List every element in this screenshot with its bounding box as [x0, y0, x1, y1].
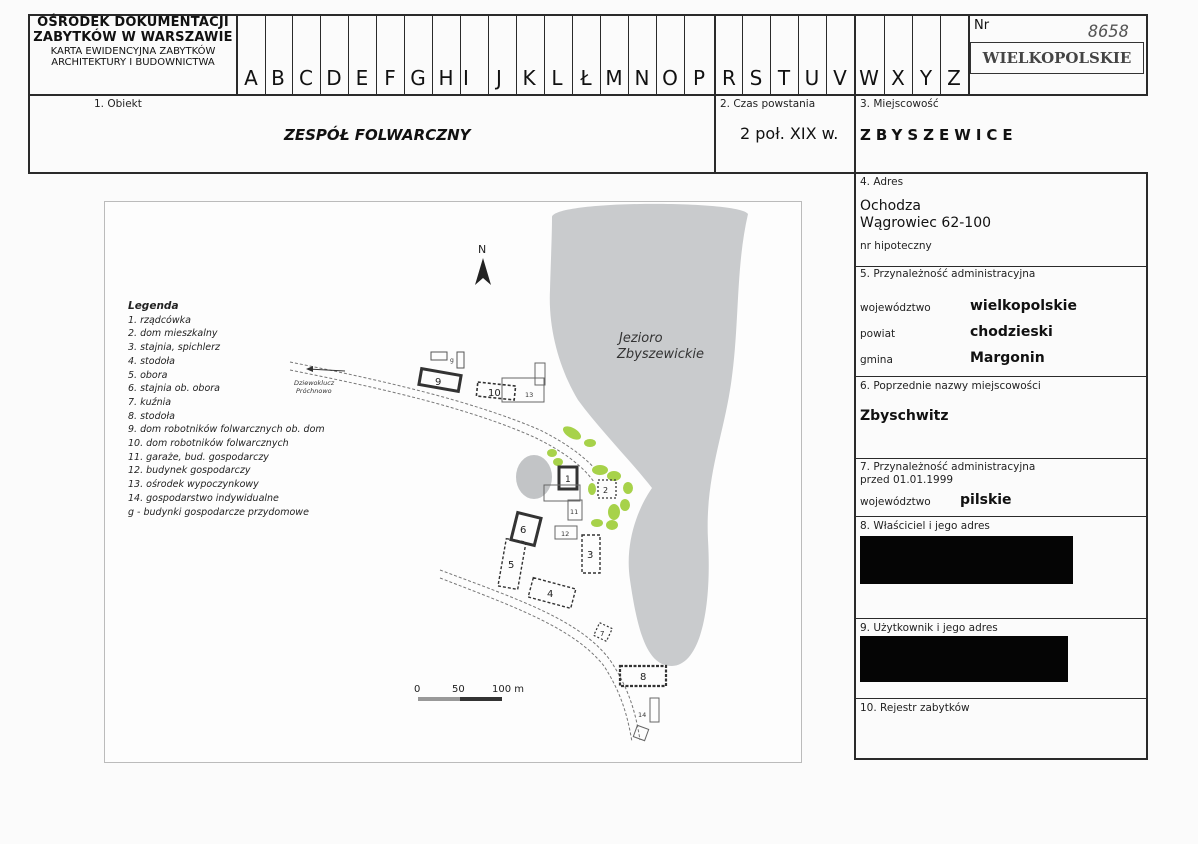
building-g-label: g [450, 357, 454, 364]
letter-k: K [522, 66, 536, 90]
voivodeship-label: województwo [860, 302, 931, 314]
letter-n: N [634, 66, 650, 90]
card-type-1: KARTA EWIDENCYJNA ZABYTKÓW [50, 45, 216, 57]
letter-y: Y [919, 66, 933, 90]
scale-label-0: 0 [414, 684, 421, 695]
grid-line [770, 14, 771, 95]
legend-item: 7. kuźnia [128, 396, 172, 408]
grid-line [516, 14, 517, 95]
date-value: 2 poł. XIX w. [740, 124, 839, 143]
legend-item: g - budynki gospodarcze przydomowe [128, 506, 309, 518]
legend-item: 6. stajnia ob. obora [128, 383, 220, 395]
address-label: 4. Adres [860, 176, 904, 188]
grid-line [684, 14, 685, 95]
building-10-label: 10 [488, 388, 501, 399]
building-11-label: 11 [570, 508, 579, 516]
sidebar-divider [854, 14, 856, 760]
building-13-label: 13 [525, 391, 534, 399]
commune-value: Margonin [970, 350, 1045, 366]
admin-label: 5. Przynależność administracyjna [860, 268, 1036, 280]
building-12-label: 12 [561, 530, 570, 538]
grid-line [628, 14, 629, 95]
place-label: 3. Miejscowość [860, 98, 939, 110]
institution-name-2: ZABYTKÓW W WARSZAWIE [33, 29, 233, 45]
commune-label: gmina [860, 354, 893, 366]
building-13-a [502, 378, 544, 402]
legend-item: 9. dom robotników folwarcznych ob. dom [128, 424, 325, 436]
scale-bar-dark [460, 697, 502, 701]
letter-g: G [410, 66, 426, 90]
letter-v: V [833, 66, 847, 90]
road-upper [290, 362, 600, 475]
legend-item: 3. stajnia, spichlerz [128, 342, 220, 354]
sep-after-admin1999 [854, 516, 1148, 517]
letter-b: B [271, 66, 285, 90]
card-type-2: ARCHITEKTURY I BUDOWNICTWA [51, 57, 215, 69]
header-bottom [28, 94, 1148, 96]
grid-line [826, 14, 827, 95]
address-line2: Wągrowiec 62-100 [860, 215, 992, 231]
grid-line [544, 14, 545, 95]
letter-l: L [551, 66, 563, 90]
building-4-label: 4 [547, 589, 554, 600]
user-label: 9. Użytkownik i jego adres [860, 622, 998, 634]
letter-j: J [496, 66, 502, 90]
letter-e: E [355, 66, 369, 90]
letter-r: R [722, 66, 736, 90]
letter-c: C [299, 66, 313, 90]
north-label: N [478, 243, 487, 256]
grid-line [940, 14, 941, 95]
map-legend [128, 300, 325, 519]
legend-item: 13. ośrodek wypoczynkowy [128, 479, 259, 491]
legend-item: 11. garaże, bud. gospodarczy [128, 451, 269, 463]
lake-label-1: Jezioro [619, 331, 663, 346]
grid-line [376, 14, 377, 95]
building-9-label: 9 [435, 377, 442, 388]
building-5-label: 5 [508, 560, 515, 571]
letter-l-stroke: Ł [580, 66, 592, 90]
scale-label-50: 50 [452, 684, 465, 695]
letter-s: S [749, 66, 763, 90]
building-14-a [650, 698, 659, 722]
grid-line [600, 14, 601, 95]
scale-bar-light [418, 697, 460, 701]
region-name: WIELKOPOLSKIE [982, 49, 1132, 67]
grid-line [348, 14, 349, 95]
letter-z: Z [947, 66, 961, 90]
letter-f: F [384, 66, 396, 90]
legend-item: 8. stodoła [128, 410, 175, 422]
sep-after-address [854, 266, 1148, 267]
lake-label-2: Zbyszewickie [617, 347, 704, 362]
object-value: ZESPÓŁ FOLWARCZNY [284, 126, 471, 144]
letter-x: X [891, 66, 905, 90]
owner-redaction [860, 536, 1073, 584]
building-8-label: 8 [640, 672, 647, 683]
road-label-1: Dziewoklucz [294, 379, 335, 387]
user-redaction [860, 636, 1068, 682]
legend-title: Legenda [128, 300, 179, 312]
grid-line [432, 14, 433, 95]
building-7-label: 7 [600, 630, 605, 638]
legend-item: 14. gospodarstwo indywidualne [128, 492, 279, 504]
building-6-label: 6 [520, 525, 527, 536]
legend-item: 2. dom mieszkalny [128, 328, 218, 340]
grid-line [884, 14, 885, 95]
grid-line [265, 14, 266, 95]
pond-shape [516, 455, 552, 499]
prev-names-label: 6. Poprzednie nazwy miejscowości [860, 380, 1041, 392]
letter-m: M [605, 66, 623, 90]
institution-divider [236, 14, 238, 95]
letter-o: O [662, 66, 678, 90]
grid-line [292, 14, 293, 95]
road-lower [440, 570, 640, 740]
grid-line [656, 14, 657, 95]
grid-line [742, 14, 743, 95]
building-3-label: 3 [587, 550, 594, 561]
letter-d: D [326, 66, 342, 90]
fields-bottom [28, 172, 1148, 174]
voivodeship1999-value: pilskie [960, 492, 1012, 508]
owner-label: 8. Właściciel i jego adres [860, 520, 990, 532]
grid-line [912, 14, 913, 95]
letter-i: I [463, 66, 469, 90]
voivodeship1999-label: województwo [860, 496, 931, 508]
admin1999-label-1: 7. Przynależność administracyjna [860, 461, 1036, 473]
institution-name-1: OŚRODEK DOKUMENTACJI [37, 15, 229, 30]
letter-h: H [438, 66, 454, 90]
county-label: powiat [860, 328, 896, 340]
frame-right [1146, 14, 1148, 95]
prev-names-value: Zbyschwitz [860, 408, 949, 424]
grid-line [320, 14, 321, 95]
building-g [431, 352, 447, 360]
scale-label-100: 100 m [492, 684, 525, 695]
legend-item: 12. budynek gospodarczy [128, 465, 251, 477]
building-14-b [633, 725, 648, 740]
legend-item: 4. stodoła [128, 355, 175, 367]
building-1-label: 1 [565, 475, 571, 485]
object-label: 1. Obiekt [94, 98, 142, 110]
letter-a: A [244, 66, 258, 90]
nr-label: Nr [974, 18, 990, 33]
grid-line [572, 14, 573, 95]
letter-w: W [859, 66, 879, 90]
mortgage-label: nr hipoteczny [860, 240, 932, 252]
north-arrow-icon [475, 258, 491, 285]
date-label: 2. Czas powstania [720, 98, 816, 110]
address-line1: Ochodza [860, 198, 921, 214]
letter-u: U [804, 66, 820, 90]
building-14-label: 14 [638, 711, 647, 719]
admin1999-label-2: przed 01.01.1999 [860, 474, 954, 486]
legend-item: 10. dom robotników folwarcznych [128, 438, 289, 450]
building-g-2 [457, 352, 464, 368]
legend-item: 5. obora [128, 369, 168, 381]
road-lower-2 [440, 578, 632, 742]
grid-line [798, 14, 799, 95]
sidebar-bottom [854, 758, 1148, 760]
region-stamp [970, 42, 1144, 74]
building-2-label: 2 [603, 486, 609, 495]
sep-after-prevnames [854, 458, 1148, 459]
letter-t: T [777, 66, 791, 90]
grid-line [404, 14, 405, 95]
sep-after-owner [854, 618, 1148, 619]
date-divider [714, 14, 716, 174]
sidebar-right-edge [1146, 172, 1148, 760]
county-value: chodzieski [970, 324, 1053, 340]
sep-after-user [854, 698, 1148, 699]
place-value: ZBYSZEWICE [860, 126, 1018, 144]
legend-item: 1. rządcówka [128, 314, 191, 326]
register-label: 10. Rejestr zabytków [860, 702, 970, 714]
institution-block [30, 16, 236, 69]
road-label-2: Próchnowo [296, 387, 332, 395]
sep-after-admin [854, 376, 1148, 377]
nr-value: 8658 [1088, 22, 1129, 42]
letter-p: P [692, 66, 706, 90]
voivodeship-value: wielkopolskie [970, 298, 1077, 314]
